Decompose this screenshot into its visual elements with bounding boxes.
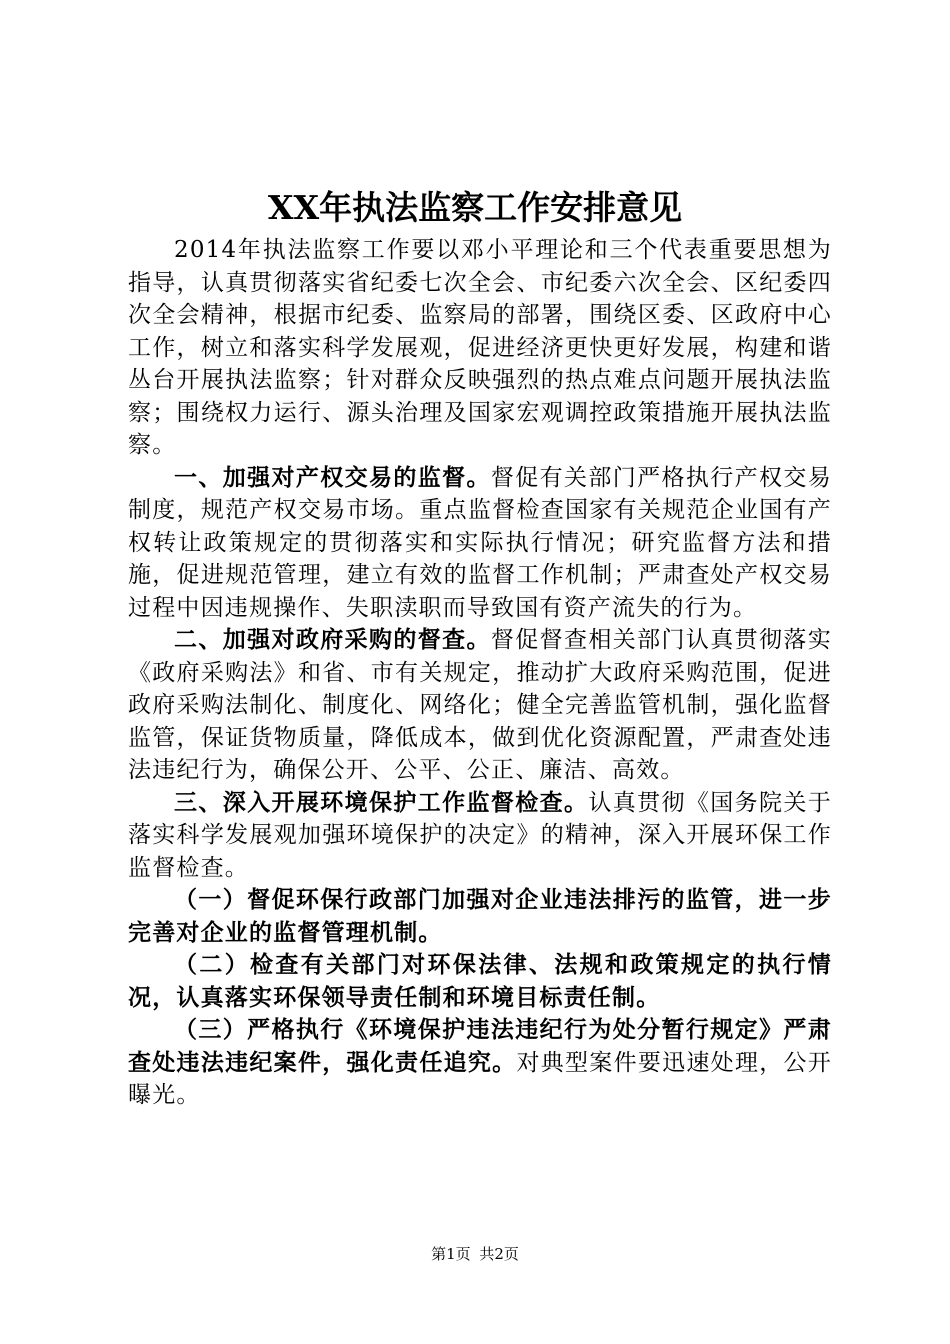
section-3-paragraph [128,787,832,885]
page-number: 第1页 [431,1245,471,1263]
item-1-paragraph [128,884,832,949]
section-1-text: 督促有关部门严格执行产权交易制度，规范产权交易市场。重点监督检查国家有关规范企业国有产权转让政策规定的贯彻落实和实际执行情况；研究监督方法和措施，促进规范管理，建立有效的监督工作机制；严肃查处产权交易过程中因违规操作、失职渎职而导致国有资产流失的行为。 [128,464,832,621]
item-2-paragraph [128,949,832,1014]
intro-paragraph: 2014年执法监察工作要以邓小平理论和三个代表重要思想为指导，认真贯彻落实省纪委七次全会、市纪委六次全会、区纪委四次全会精神，根据市纪委、监察局的部署，围绕区委、区政府中心工作，树立和落实科学发展观，促进经济更快更好发展，构建和谐丛台开展执法监察；针对群众反映强烈的热点难点问题开展执法监察；围绕权力运行、源头治理及国家宏观调控政策措施开展执法监察。 [128,237,832,458]
item-3-paragraph [128,1014,832,1112]
page-footer [0,1244,950,1264]
section-1-heading: 一、加强对产权交易的监督。 [174,464,491,491]
document-body [128,234,832,1112]
section-1-paragraph [128,462,832,625]
section-2-heading: 二、加强对政府采购的督查。 [174,627,491,653]
item-3-heading: （三）严格执行《环境保护违法违纪行为处分暂行规定》严肃查处违法违纪案件，强化责任追究。 [128,1017,832,1076]
document-title: XX年执法监察工作安排意见 [267,188,683,227]
item-1-text: （一）督促环保行政部门加强对企业违法排污的监管，进一步完善对企业的监督管理机制。 [128,887,832,946]
item-3-text: 对典型案件要迅速处理，公开曝光。 [128,1049,832,1108]
section-2-paragraph [128,624,832,787]
section-2-text: 督促督查相关部门认真贯彻落实《政府采购法》和省、市有关规定，推动扩大政府采购范围，促进政府采购法制化、制度化、网络化；健全完善监管机制，强化监督监管，保证货物质量，降低成本，做到优化资源配置，严肃查处违法违纪行为，确保公开、公平、公正、廉洁、高效。 [128,627,832,783]
section-3-text: 认真贯彻《国务院关于落实科学发展观加强环境保护的决定》的精神，深入开展环保工作监督检查。 [128,789,832,881]
page-total: 共2页 [479,1245,519,1263]
item-2-text: （二）检查有关部门对环保法律、法规和政策规定的执行情况，认真落实环保领导责任制和环境目标责任制。 [128,952,832,1011]
section-3-heading: 三、深入开展环境保护工作监督检查。 [174,789,589,816]
